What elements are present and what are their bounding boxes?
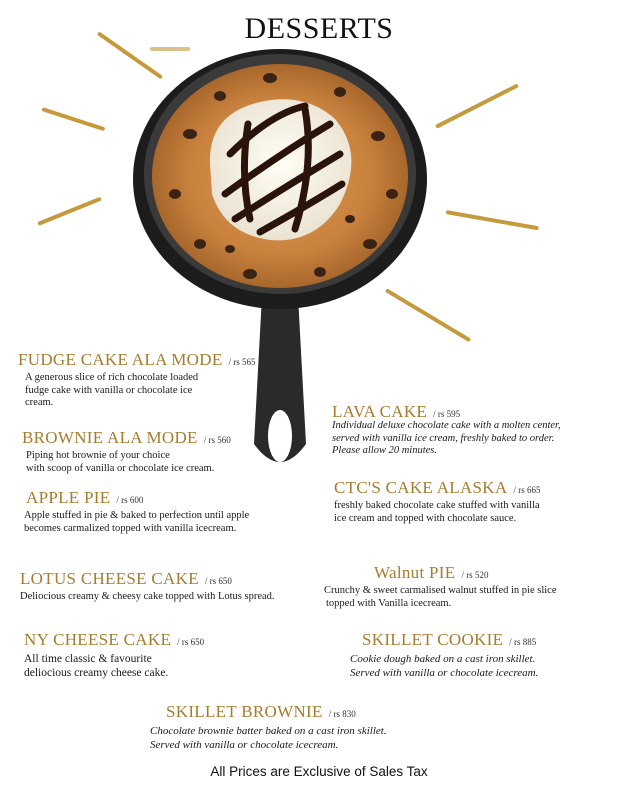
item-name: CTC'S CAKE ALASKA [334, 478, 508, 497]
desc-line: Individual deluxe chocolate cake with a molten center, [332, 420, 561, 431]
item-name: LAVA CAKE [332, 402, 428, 421]
item-price: / rs 650 [177, 637, 205, 647]
desc-line: Served with vanilla or chocolate icecream. [350, 667, 539, 679]
menu-item-ny-cheese-cake [24, 630, 204, 680]
page-title: DESSERTS [244, 12, 394, 45]
item-description [24, 652, 204, 680]
item-name: LOTUS CHEESE CAKE [20, 569, 199, 588]
item-name: BROWNIE ALA MODE [22, 428, 198, 447]
desc-line: topped with Vanilla icecream. [326, 597, 452, 609]
desc-line: with scoop of vanilla or chocolate ice cream. [26, 462, 215, 474]
desc-line: Deliocious creamy & cheesy cake topped with Lotus spread. [20, 591, 275, 602]
desc-line: Apple stuffed in pie & baked to perfection until apple [24, 510, 250, 521]
menu-item-lava-cake [332, 402, 561, 458]
item-name: Walnut PIE [374, 563, 456, 582]
desc-line: Served with vanilla or chocolate icecream. [150, 739, 339, 751]
desc-line: freshly baked chocolate cake stuffed with vanilla [334, 500, 540, 511]
desc-line: Piping hot brownie of your choice [26, 450, 170, 461]
ray-decoration [446, 210, 539, 230]
item-description [24, 510, 249, 535]
item-name: APPLE PIE [26, 488, 111, 507]
ray-decoration [37, 197, 102, 226]
item-price: / rs 600 [116, 495, 144, 505]
menu-item-walnut-pie [324, 563, 557, 610]
item-price: / rs 560 [203, 435, 231, 445]
menu-item-skillet-brownie [150, 702, 387, 752]
item-description [332, 420, 561, 458]
item-description [324, 585, 557, 610]
menu-item-brownie-ala-mode [22, 428, 231, 475]
ray-decoration [435, 83, 519, 128]
desc-line: served with vanilla ice cream, freshly baked to order. [332, 432, 555, 444]
item-price: / rs 665 [513, 485, 541, 495]
item-description [20, 591, 275, 604]
desc-line: Chocolate brownie batter baked on a cast iron skillet. [150, 725, 387, 737]
desc-line: fudge cake with vanilla or chocolate ice [25, 384, 193, 396]
item-description [26, 450, 231, 475]
desc-line: deliocious creamy cheese cake. [24, 667, 169, 679]
desc-line: Cookie dough baked on a cast iron skillet. [350, 653, 536, 665]
item-price: / rs 595 [433, 409, 461, 419]
item-description [150, 724, 387, 752]
menu-item-lotus-cheese-cake [20, 569, 275, 604]
item-price: / rs 650 [204, 576, 232, 586]
item-name: FUDGE CAKE ALA MODE [18, 350, 223, 369]
menu-item-skillet-cookie [350, 630, 539, 680]
desc-line: All time classic & favourite [24, 653, 152, 665]
item-price: / rs 830 [328, 709, 356, 719]
item-price: / rs 520 [461, 570, 489, 580]
desc-line: Please allow 20 minutes. [332, 445, 437, 456]
item-description [25, 372, 256, 410]
item-name: NY CHEESE CAKE [24, 630, 172, 649]
desc-line: becomes carmalized topped with vanilla icecream. [24, 522, 237, 534]
item-description [350, 652, 538, 680]
menu-item-apple-pie [26, 488, 249, 535]
desc-line: Crunchy & sweet carmalised walnut stuffed in pie slice [324, 585, 557, 596]
item-price: / rs 885 [509, 637, 537, 647]
item-description [334, 500, 540, 525]
menu-item-ctc-cake-alaska [334, 478, 540, 525]
item-price: / rs 565 [228, 357, 256, 367]
desc-line: A generous slice of rich chocolate loaded [25, 372, 199, 383]
menu-item-fudge-cake [18, 350, 256, 410]
sales-tax-note: All Prices are Exclusive of Sales Tax [210, 764, 428, 779]
item-name: SKILLET BROWNIE [166, 702, 323, 721]
ray-decoration [41, 107, 105, 131]
desc-line: ice cream and topped with chocolate sauce. [334, 512, 517, 524]
item-name: SKILLET COOKIE [362, 630, 504, 649]
desc-line: cream. [25, 397, 54, 408]
